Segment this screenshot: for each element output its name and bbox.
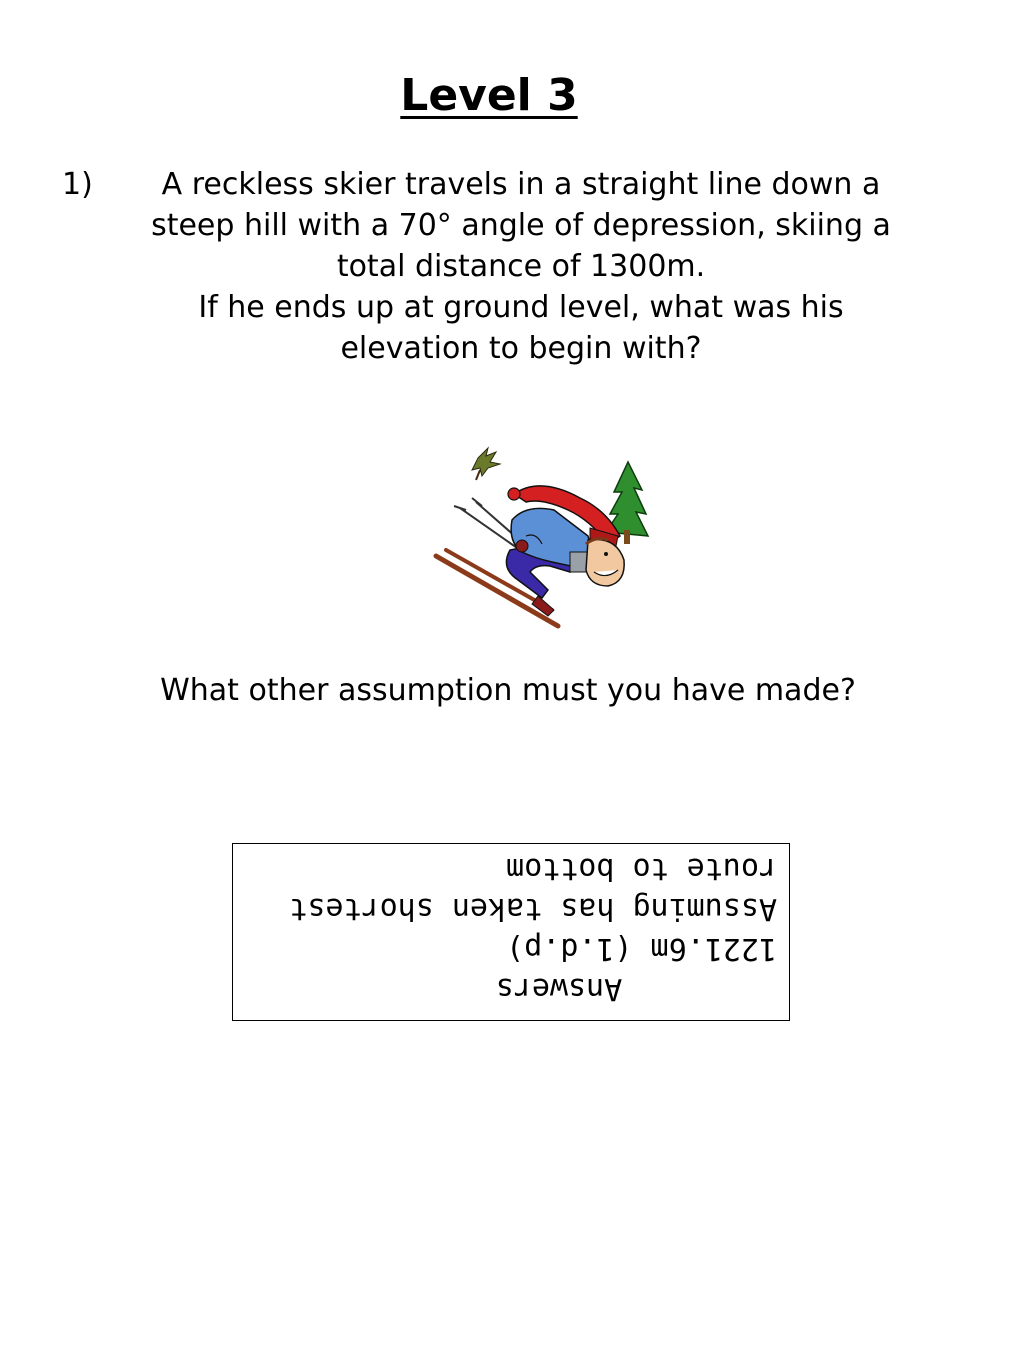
flying-tree-icon (472, 448, 500, 480)
question-line: A reckless skier travels in a straight line down a (161, 167, 881, 202)
page-title: Level 3 (400, 70, 578, 121)
answers-heading: Answers (495, 971, 623, 1006)
answer-line: 1221.6m (1.d.p) (506, 931, 777, 966)
answers-upside-down (233, 844, 789, 1020)
question-number: 1) (62, 167, 93, 202)
followup-question: What other assumption must you have made? (160, 673, 856, 708)
answer-line: Assuming has taken shortest (289, 891, 777, 926)
question-line: elevation to begin with? (340, 331, 702, 366)
question-line: total distance of 1300m. (336, 249, 706, 284)
answer-line: route to bottom (506, 851, 777, 886)
question-line: steep hill with a 70° angle of depression, skiing a (151, 208, 891, 243)
question-text (118, 164, 924, 369)
answers-box (232, 843, 790, 1021)
question-line: If he ends up at ground level, what was his (198, 290, 844, 325)
skier-illustration (430, 440, 670, 635)
